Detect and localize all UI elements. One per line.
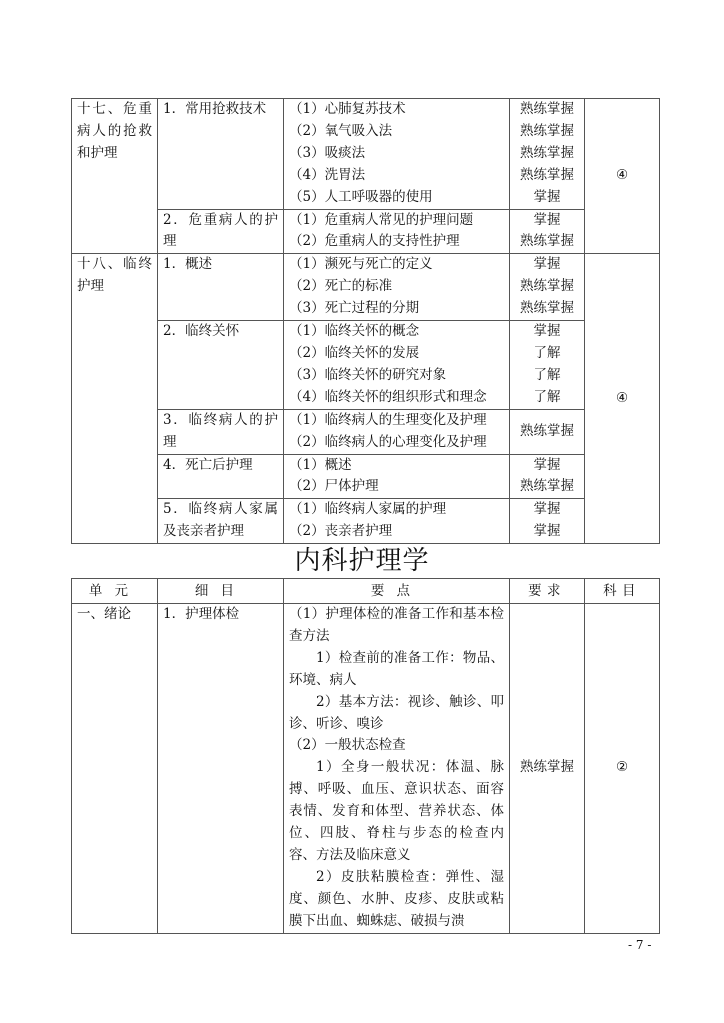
detail-cell: 1．常用抢救技术	[158, 99, 284, 210]
section-title: 内科护理学	[294, 546, 430, 576]
requirement-line: 掌握	[533, 188, 561, 205]
point-line: （2）氧气吸入法	[289, 122, 393, 139]
requirement-cell: 熟练掌握	[510, 409, 585, 454]
requirement-line: 掌握	[533, 211, 561, 228]
requirement-line: 熟练掌握	[520, 233, 574, 250]
detail-cell: 4．死亡后护理	[158, 454, 284, 499]
requirement-line: 熟练掌握	[520, 122, 574, 139]
requirement-cell	[510, 209, 585, 254]
points-cell	[284, 254, 510, 321]
requirement-line: 熟练掌握	[520, 278, 574, 295]
points-cell	[284, 321, 510, 410]
point-line: （2）危重病人的支持性护理	[289, 233, 460, 250]
detail-cell: 5．临终病人家属及丧亲者护理	[158, 499, 284, 544]
requirement-line: 掌握	[533, 523, 561, 540]
header-detail: 细目	[158, 579, 284, 604]
requirement-line: 熟练掌握	[520, 144, 574, 161]
unit-cell: 十七、危重病人的抢救和护理	[72, 99, 158, 254]
table-row	[72, 499, 660, 544]
point-line: （2）一般状态检查	[289, 737, 406, 754]
requirement-line: 掌握	[533, 456, 561, 473]
header-requirement: 要求	[510, 579, 585, 604]
point-line: （2）丧亲者护理	[289, 523, 393, 540]
points-cell	[284, 99, 510, 210]
point-line: （5）人工呼吸器的使用	[289, 188, 433, 205]
unit-cell: 一、绪论	[72, 604, 158, 934]
point-line: （4）洗胃法	[289, 166, 366, 183]
point-line: （1）危重病人常见的护理问题	[289, 211, 474, 228]
point-line: （1）护理体检的准备工作和基本检查方法	[289, 606, 504, 644]
point-line: （1）临终病人家属的护理	[289, 501, 447, 518]
header-points: 要点	[284, 579, 510, 604]
point-line: 2）皮肤粘膜检查：弹性、湿度、颜色、水肿、皮疹、皮肤或粘膜下出血、蜘蛛痣、破损与溃	[289, 868, 504, 929]
point-line: （2）临终关怀的发展	[289, 344, 420, 361]
requirement-line: 了解	[533, 366, 561, 383]
point-line: （4）临终关怀的组织形式和理念	[289, 388, 487, 405]
header-unit: 单元	[72, 579, 158, 604]
point-line: （2）临终病人的心理变化及护理	[289, 433, 487, 450]
requirement-cell	[510, 499, 585, 544]
page-number: - 7 -	[628, 938, 652, 952]
detail-cell: 1．概述	[158, 254, 284, 321]
point-line: （1）概述	[289, 456, 352, 473]
requirement-cell	[510, 321, 585, 410]
subject-cell: ②	[585, 604, 660, 934]
points-cell	[284, 454, 510, 499]
point-line: （2）死亡的标准	[289, 278, 393, 295]
point-line: （3）临终关怀的研究对象	[289, 366, 447, 383]
syllabus-table-internal-medicine-nursing	[71, 578, 660, 934]
table-row	[72, 321, 660, 410]
requirement-line: 掌握	[533, 501, 561, 518]
syllabus-table-basic-nursing	[71, 98, 660, 544]
requirement-line: 了解	[533, 388, 561, 405]
detail-cell: 1．护理体检	[158, 604, 284, 934]
requirement-cell	[510, 254, 585, 321]
table-header-row	[72, 579, 660, 604]
unit-cell: 十八、临终护理	[72, 254, 158, 544]
subject-cell: ④	[585, 99, 660, 254]
table-row	[72, 454, 660, 499]
point-line: 1）全身一般状况：体温、脉搏、呼吸、血压、意识状态、面容表情、发育和体型、营养状态、体位、四肢、脊柱与步态的检查内容、方法及临床意义	[289, 759, 504, 863]
requirement-cell	[510, 99, 585, 210]
point-line: （1）濒死与死亡的定义	[289, 256, 433, 273]
point-line: 2）基本方法：视诊、触诊、叩诊、听诊、嗅诊	[289, 693, 504, 732]
points-cell	[284, 409, 510, 454]
requirement-line: 熟练掌握	[520, 166, 574, 183]
detail-cell: 2．危重病人的护理	[158, 209, 284, 254]
requirement-line: 熟练掌握	[520, 300, 574, 317]
point-line: （1）临终关怀的概念	[289, 323, 420, 340]
requirement-line: 掌握	[533, 256, 561, 273]
point-line: （1）临终病人的生理变化及护理	[289, 411, 487, 428]
table-row	[72, 604, 660, 934]
point-line: （2）尸体护理	[289, 478, 379, 495]
table-row	[72, 99, 660, 210]
table-row	[72, 409, 660, 454]
requirement-line: 熟练掌握	[520, 101, 574, 117]
requirement-cell: 熟练掌握	[510, 604, 585, 934]
header-subject: 科目	[585, 579, 660, 604]
point-line: （3）吸痰法	[289, 144, 366, 161]
table-row	[72, 254, 660, 321]
point-line: 1）检查前的准备工作：物品、环境、病人	[289, 649, 504, 688]
requirement-line: 了解	[533, 344, 561, 361]
point-line: （1）心肺复苏技术	[289, 101, 406, 117]
points-cell	[284, 604, 510, 934]
requirement-cell	[510, 454, 585, 499]
detail-cell: 3．临终病人的护理	[158, 409, 284, 454]
points-cell	[284, 209, 510, 254]
table-row	[72, 209, 660, 254]
points-cell	[284, 499, 510, 544]
point-line: （3）死亡过程的分期	[289, 300, 420, 317]
requirement-line: 熟练掌握	[520, 478, 574, 495]
requirement-line: 掌握	[533, 323, 561, 340]
detail-cell: 2．临终关怀	[158, 321, 284, 410]
subject-cell: ④	[585, 254, 660, 544]
